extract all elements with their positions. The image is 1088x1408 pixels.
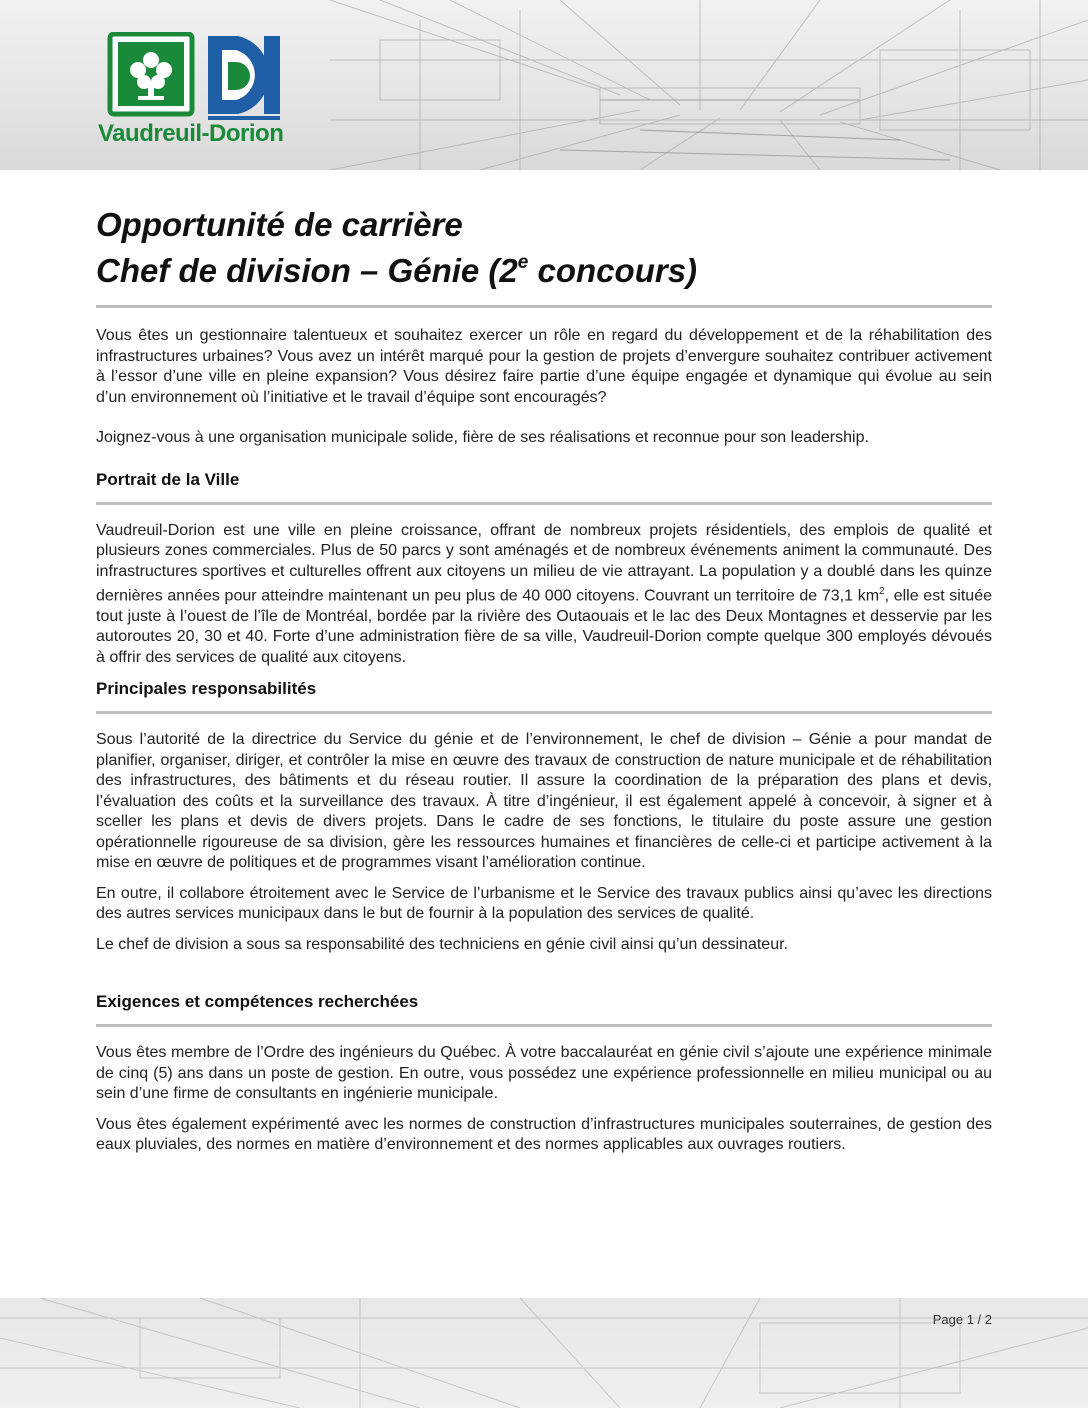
document-body	[96, 205, 992, 1156]
footer-banner	[0, 1298, 1088, 1408]
city-name-logotype: Vaudreuil-Dorion	[98, 120, 284, 147]
exigences-paragraph-2: Vous êtes également expérimenté avec les normes de construction d’infrastructures municipales souterraines, de gestion des eaux pluviales, des normes en matière d’environnement et des normes applicables aux ouvrages routiers.	[96, 1115, 992, 1154]
leaf-d-emblem-icon	[208, 36, 280, 120]
title-line-1: Opportunité de carrière	[96, 206, 463, 243]
title-line-2-end: concours)	[528, 252, 698, 289]
intro-paragraph-2: Joignez-vous à une organisation municipale solide, fière de ses réalisations et reconnue pour son leadership.	[96, 429, 869, 446]
responsabilites-paragraph-1: Sous l’autorité de la directrice du Service du génie et de l’environnement, le chef de division – Génie a pour mandat de planifier, organiser, diriger, et contrôler la mise en œuvre des travaux de construction de nature municipale et de réhabilitation des infrastructures, des bâtiments et du réseau routier. Il assure la coordination de la préparation des plans et devis, l’évaluation des coûts et la surveillance des travaux. À titre d’ingénieur, il est également appelé à concevoir, à signer et à sceller les plans et devis de divers projets. Dans le cadre de ses fonctions, le titulaire du poste assure une gestion opérationnelle rigoureuse de sa division, gère les ressources humaines et financières de celle-ci et participe activement à la mise en œuvre de politiques et de programmes visant l’amélioration continue.	[96, 731, 992, 872]
responsabilites-paragraph-3: Le chef de division a sous sa responsabilité des techniciens en génie civil ainsi qu’un dessinateur.	[96, 935, 788, 953]
section-divider	[96, 502, 992, 505]
city-logo	[96, 32, 316, 154]
section-divider	[96, 711, 992, 714]
page-number: Page 1 / 2	[932, 1312, 992, 1327]
title-superscript: e	[517, 252, 529, 273]
section-divider	[96, 1024, 992, 1027]
exigences-paragraph-1: Vous êtes membre de l’Ordre des ingénieurs du Québec. À votre baccalauréat en génie civil s’ajoute une expérience minimale de cinq (5) ans dans un poste de gestion. En outre, vous possédez une expérience professionnelle en milieu municipal ou au sein d’une firme de consultants en ingénierie municipale.	[96, 1044, 992, 1103]
title-divider	[96, 305, 992, 308]
responsabilites-paragraph-2: En outre, il collabore étroitement avec le Service de l’urbanisme et le Service des travaux publics ainsi qu’avec les directions des autres services municipaux dans le but de fournir à la population des services de qualité.	[96, 884, 992, 923]
portrait-paragraph	[96, 521, 992, 669]
section-heading-exigences: Exigences et compétences recherchées	[96, 992, 419, 1012]
title-line-2-main: Chef de division – Génie (2	[96, 252, 518, 289]
portrait-text-1: Vaudreuil-Dorion est une ville en pleine croissance, offrant de nombreux projets résidentiels, des emplois de qualité et plusieurs zones commerciales. Plus de 50 parcs y sont aménagés et de nombreux événements animent la communauté. Des infrastructures sportives et culturelles offrent aux citoyens un milieu de vie attrayant. La population y a doublé dans les quinze dernières années pour atteindre maintenant un peu plus de 40 000 citoyens. Couvrant un territoire de 73,1 km	[96, 521, 992, 605]
page-title	[96, 205, 992, 291]
city-logo-emblems	[96, 32, 296, 122]
footer-sketch-background	[0, 1298, 1088, 1408]
portrait-text-2: , elle est située tout juste à l’ouest de l’île de Montréal, bordée par la rivière des Outaouais et le lac des Deux Montagnes et desservie par les autoroutes 20, 30 et 40. Forte d’une administration fière de sa ville, Vaudreuil-Dorion compte quelque 300 employés dévoués à offrir des services de qualité aux citoyens.	[96, 587, 993, 666]
portrait-superscript: 2	[879, 586, 885, 597]
header-banner	[0, 0, 1088, 170]
intro-paragraph-1: Vous êtes un gestionnaire talentueux et souhaitez exercer un rôle en regard du développement et de la réhabilitation des infrastructures urbaines? Vous avez un intérêt marqué pour la gestion de projets d’envergure souhaitez contribuer activement à l’essor d’une ville en pleine expansion? Vous désirez faire partie d’une équipe engagée et dynamique qui évolue au sein d’un environnement où l’initiative et le travail d’équipe sont encouragés?	[96, 327, 992, 406]
section-heading-responsabilites: Principales responsabilités	[96, 679, 317, 699]
tree-emblem-icon	[110, 34, 192, 114]
section-heading-portrait: Portrait de la Ville	[96, 469, 240, 489]
